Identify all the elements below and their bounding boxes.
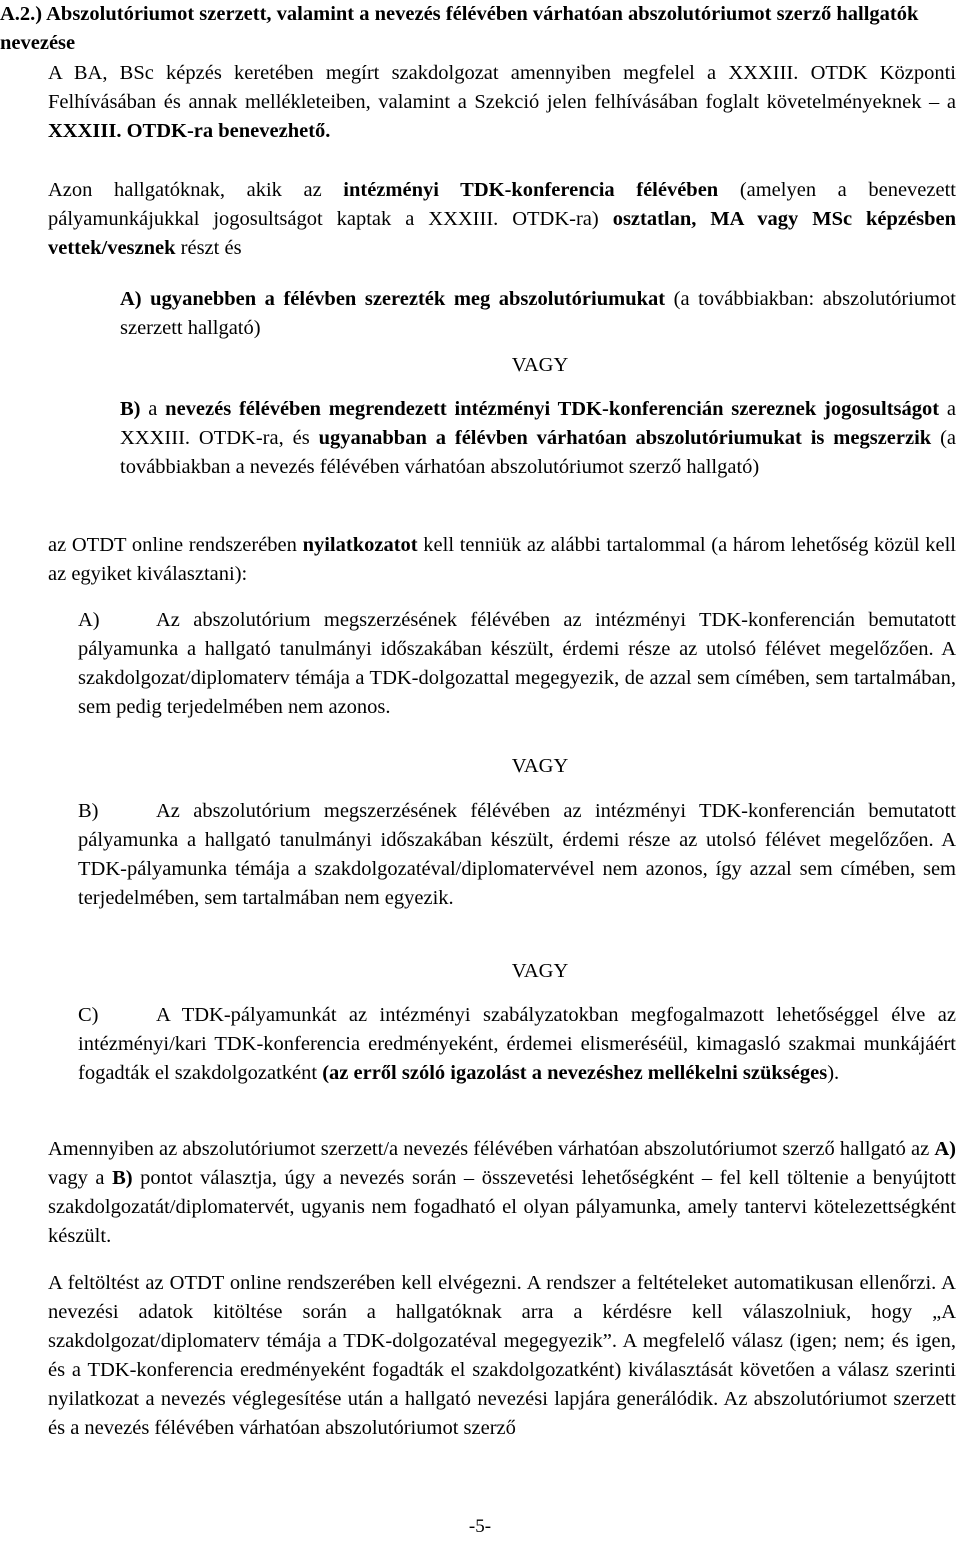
vagy-separator-3: VAGY bbox=[511, 960, 569, 982]
paragraph-bold-text: XXXIII. OTDK-ra benevezhető. bbox=[48, 120, 331, 142]
paragraph-text: (amelyen a benevezett pályamunkájukkal jogosultságot kaptak a XXXIII. OTDK-ra) bbox=[48, 179, 956, 230]
list-item-c bbox=[78, 1001, 956, 1088]
paragraph-text: pontot választja, úgy a nevezés során – összevetési lehetőségként – fel kell töltenie a benyújtott szakdolgozatát/diplomatervét, ugyanis nem fogadható el olyan pályamunka, amely tantervi kötelezettségként készült. bbox=[48, 1167, 956, 1247]
option-b-text: a XXXIII. OTDK-ra, és bbox=[120, 398, 956, 449]
paragraph-text: az OTDT online rendszerében bbox=[48, 534, 303, 556]
page-number: -5- bbox=[468, 1516, 492, 1537]
option-a-text: (a továbbiakban: abszolutóriumot szerzett hallgató) bbox=[120, 288, 956, 339]
option-b-text: a bbox=[140, 398, 166, 420]
list-text-b: Az abszolutórium megszerzésének félévében az intézményi TDK-konferencián bemutatott pályamunka a hallgató tanulmányi időszakában készült, érdemi része az utolsó félévet megelőzően. A TDK-pályamunka témája a szakdolgozatéval/diplomatervével nem azonos, így azzal sem címében, sem terjedelmében, sem tartalmában nem egyezik. bbox=[78, 800, 956, 909]
option-b-label: B) bbox=[120, 398, 141, 420]
vagy-separator-2: VAGY bbox=[511, 755, 569, 777]
list-item-b bbox=[78, 797, 956, 913]
paragraph-bold-text: osztatlan, MA vagy MSc képzésben vettek/vesznek bbox=[48, 208, 956, 259]
list-label-c: C) bbox=[78, 1004, 99, 1026]
list-end-c: ). bbox=[827, 1062, 840, 1084]
list-item-a bbox=[78, 606, 956, 722]
paragraph-text: vagy a bbox=[48, 1167, 113, 1189]
paragraph-bold-text: A) bbox=[934, 1138, 956, 1160]
paragraph-bold-text: intézményi TDK-konferencia félévében bbox=[343, 179, 719, 201]
paragraph-nyilatkozat bbox=[48, 531, 956, 589]
vagy-separator-1: VAGY bbox=[511, 354, 569, 376]
option-b-paragraph bbox=[120, 395, 956, 482]
paragraph-bold-text: nyilatkozatot bbox=[302, 534, 418, 556]
list-text-a: Az abszolutórium megszerzésének félévében az intézményi TDK-konferencián bemutatott pályamunka a hallgató tanulmányi időszakában készült, érdemi része az utolsó félévet megelőzően. A szakdolgozat/diplomaterv témája a TDK-dolgozattal megegyezik, de azzal sem címében, sem tartalmában, sem pedig terjedelmében nem azonos. bbox=[78, 609, 956, 718]
paragraph-amennyiben bbox=[48, 1135, 956, 1251]
paragraph-bold-text: B) bbox=[112, 1167, 133, 1189]
paragraph-text: A BA, BSc képzés keretében megírt szakdolgozat amennyiben megfelel a XXXIII. OTDK Központi Felhívásában és annak mellékleteiben, valamint a Szekció jelen felhívásában foglalt követelményeknek – a bbox=[48, 62, 956, 113]
paragraph-feltoltes: A feltöltést az OTDT online rendszerében kell elvégezni. A rendszer a feltételeket automatikusan ellenőrzi. A nevezési adatok kitöltése során a hallgatóknak arra a kérdésre kell válaszolniuk, hogy „A szakdolgozat/diplomaterv témája a TDK-dolgozatéval megegyezik”. A megfelelő válasz (igen; nem; és igen, és a TDK-konferencia eredményeként fogadták el szakdolgozatként) kiválasztását követően a válasz szerinti nyilatkozat a nevezés véglegesítése után a hallgató nevezési lapjára generálódik. Az abszolutóriumot szerzett és a nevezés félévében várhatóan abszolutóriumot szerző bbox=[48, 1272, 956, 1439]
option-b-text: (a továbbiakban a nevezés félévében várhatóan abszolutóriumot szerző hallgató) bbox=[120, 427, 956, 478]
list-label-b: B) bbox=[78, 800, 99, 822]
paragraph-hallgatok bbox=[48, 176, 956, 263]
paragraph-text: részt és bbox=[175, 237, 242, 259]
option-b-bold: ugyanabban a félévben várhatóan abszolutóriumukat is megszerzik bbox=[318, 427, 932, 449]
paragraph-text: kell tenniük az alábbi tartalommal (a három lehetőség közül kell az egyiket kiválasztani): bbox=[48, 534, 956, 585]
paragraph-ba-bsc bbox=[48, 59, 956, 146]
list-label-a: A) bbox=[78, 609, 100, 631]
option-a-bold: A) ugyanebben a félévben szerezték meg abszolutóriumukat bbox=[120, 288, 666, 310]
list-text-c: A TDK-pályamunkát az intézményi szabályzatokban megfogalmazott lehetőséggel élve az intézményi/kari TDK-konferencia eredményeként, érdemei elismeréséül, kimagasló szakmai munkájáért fogadták el szakdolgozatként bbox=[78, 1004, 956, 1084]
option-b-bold: nevezés félévében megrendezett intézményi TDK-konferencián szereznek jogosultságot bbox=[165, 398, 940, 420]
section-heading: A.2.) Abszolutóriumot szerzett, valamint a nevezés félévében várhatóan abszolutóriumot szerző hallgatók nevezése bbox=[0, 3, 919, 54]
option-a-paragraph bbox=[120, 285, 956, 343]
paragraph-text: Azon hallgatóknak, akik az bbox=[48, 179, 344, 201]
list-bold-c: (az erről szóló igazolást a nevezéshez mellékelni szükséges bbox=[322, 1062, 828, 1084]
paragraph-text: Amennyiben az abszolutóriumot szerzett/a nevezés félévében várhatóan abszolutóriumot szerző hallgató az bbox=[48, 1138, 935, 1160]
